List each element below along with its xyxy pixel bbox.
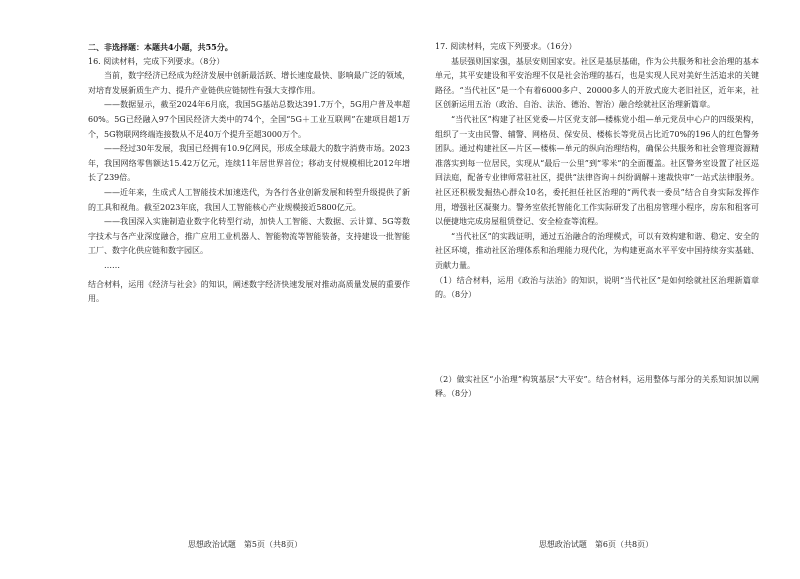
answer-space-2 [435, 402, 759, 498]
question-16-intro: 当前，数字经济已经成为经济发展中创新最活跃、增长速度最快、影响最广泛的领域，对培育发展新质生产力、提升产业链供应链韧性有强大支撑作用。 [88, 71, 410, 95]
question-16-material-3: ——近年来，生成式人工智能技术加速迭代，为各行各业创新发展和转型升级提供了新的工具和视角。截至2023年底，我国人工智能核心产业规模接近5800亿元。 [88, 187, 410, 212]
footer-subject: 思想政治试题 [538, 540, 587, 549]
exam-page-6 [435, 40, 759, 498]
footer-subject: 思想政治试题 [187, 540, 236, 549]
question-17-paragraph-2: “当代社区”构建了社区党委—片区党支部—楼栋党小组—单元党员中心户的四级架构，组织了一支由民警、辅警、网格员、保安员、楼栋长等党员占比近70%的196人的红色警务团队。通过构建社区—片区—楼栋—单元的纵向治理结构，确保公共服务和社会管理资源精准落实到每一位居民，实现从“最后一公里”到“零米”的全面覆盖。社区警务室设置了社区巡回法庭，配备专业律师常驻社区，提供“法律咨询＋纠纷调解＋速裁快审”一站式法律服务。社区还积极发掘热心群众10名，委托担任社区治理的“两代表一委员”结合自身实际发挥作用，增强社区凝聚力。警务室依托智能化工作实际研发了出租房管理小程序，房东和租客可以便捷地完成房屋租赁登记、安全检查等流程。 [435, 114, 759, 227]
question-16-ellipsis: …… [104, 260, 120, 270]
question-17-paragraph-3: “当代社区”的实践证明，通过五治融合的治理模式，可以有效构建和谐、稳定、安全的社区环境，推动社区治理体系和治理能力现代化，为构建更高水平平安中国持续夯实基础、贡献力量。 [435, 231, 759, 270]
page-6-footer [496, 539, 696, 551]
question-16-material-1: ——数据显示，截至2024年6月底，我国5G基站总数达391.7万个，5G用户普及率超60%。5G已经融入97个国民经济大类中的74个，全国“5G＋工业互联网”在建项目超1万个，5G物联网终端连接数从不足40万个提升至超3000万个。 [88, 100, 410, 139]
section-heading: 二、非选择题：本题共4小题，共55分。 [88, 42, 233, 52]
question-16-stem: 16. 阅读材料，完成下列要求。（8分） [88, 56, 225, 66]
question-16-material-2: ——经过30年发展，我国已经拥有10.9亿网民，形成全球最大的数字消费市场。2023年，我国网络零售额达15.42万亿元，连续11年居世界首位；移动支付规模相比2012年增长了239倍。 [88, 144, 410, 183]
page-5-footer [145, 539, 345, 551]
question-17-paragraph-1: 基层强则国家强，基层安则国家安。社区是基层基础，作为公共服务和社会治理的基本单元，其平安建设和平安治理不仅是社会治理的基石，也是实现人民对美好生活追求的关键路径。“当代社区”是一个有着6000多户、20000多人的开放式庞大老旧社区，近年来，社区创新运用五治（政治、自治、法治、德治、智治）融合绘就社区治理新篇章。 [435, 56, 759, 110]
question-17-sub-2: （2）做实社区“小治理”构筑基层“大平安”。结合材料，运用整体与部分的关系知识加以阐释。（8分） [435, 374, 759, 399]
question-16-material-4: ——我国深入实施制造业数字化转型行动，加快人工智能、大数据、云计算、5G等数字技术与各产业深度融合，推广应用工业机器人、智能物流等智能装备，支持建设一批智能工厂、数字化供应链和数字园区。 [88, 217, 410, 256]
question-16-task: 结合材料，运用《经济与社会》的知识，阐述数字经济快速发展对推动高质量发展的重要作用。 [88, 279, 410, 304]
question-17-stem: 17. 阅读材料，完成下列要求。（16分） [435, 42, 577, 51]
answer-space-1 [435, 303, 759, 373]
question-17-sub-1: （1）结合材料，运用《政治与法治》的知识，说明“当代社区”是如何绘就社区治理新篇章的。（8分） [435, 275, 759, 300]
footer-page-number: 第6页（共8页） [594, 540, 654, 549]
exam-page-5 [88, 40, 410, 307]
footer-page-number: 第5页（共8页） [243, 540, 303, 549]
